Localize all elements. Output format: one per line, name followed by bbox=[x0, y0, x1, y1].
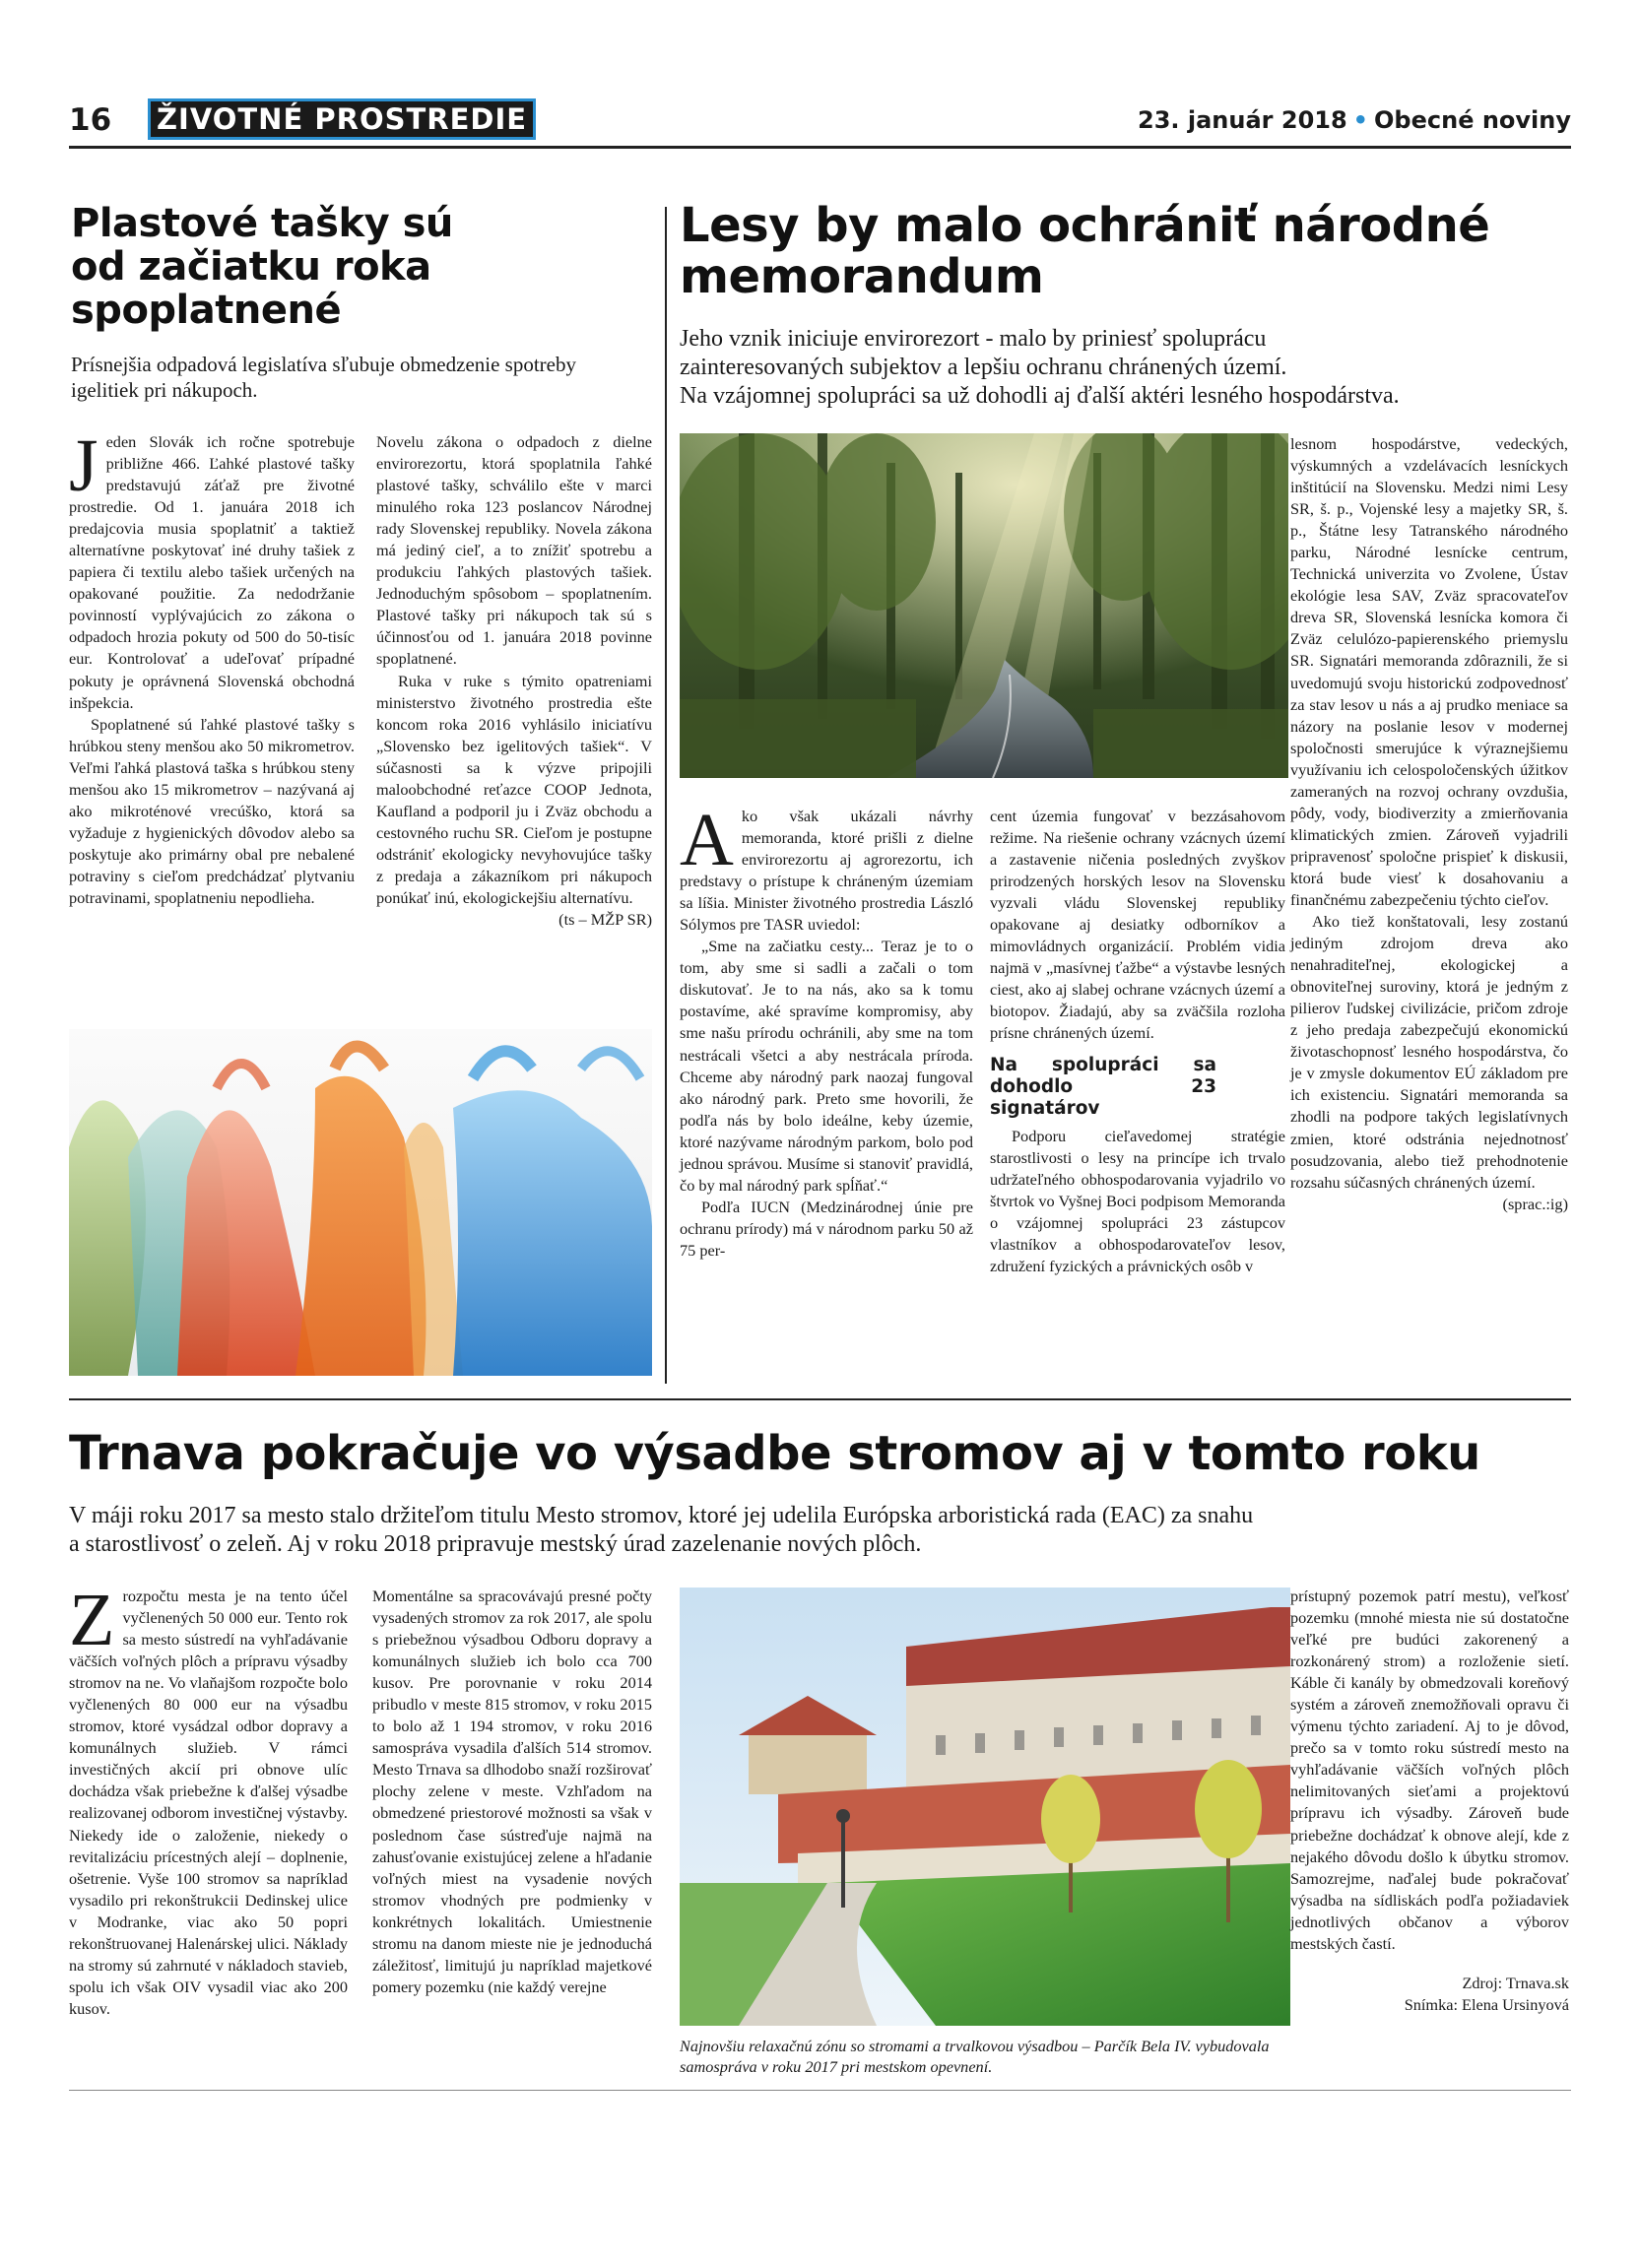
article1-title: Plastové tašky sú od začiatku roka spoplatnené bbox=[71, 201, 453, 333]
article2-deck bbox=[680, 325, 1566, 411]
page-number: 16 bbox=[69, 102, 112, 138]
bullet: • bbox=[1352, 106, 1369, 134]
paragraph: rozpočtu mesta je na tento účel vyčlenených 50 000 eur. Tento rok sa mesto sústredí na vyhľadávanie väčších voľných plôch a prípravu výsadby stromov na ne. Vo vlaňajšom rozpočte bolo vyčlenených 80 000 eur na výsadbu stromov, ktoré vysádzal odbor dopravy a komunálnych služieb. V rámci investičných akcií pri obnove ulíc dochádza však priebežne k ďalšej výsadbe realizovanej odborom investičnej výstavby. Niekedy ide o založenie, niekedy o revitalizáciu prícestných alejí – doplnenie, ošetrenie. Vyše 100 stromov sa napríklad vysadilo pri rekonštrukcii Dedinskej ulice v Modranke, viac ako 50 popri rekonštruovanej Halenárskej ulici. Náklady na stromy sú zahrnuté v nákladoch stavieb, spolu ich však OIV vysadil viac ako 200 kusov. bbox=[69, 1587, 349, 2018]
paragraph: lesnom hospodárstve, vedeckých, výskumných a vzdelávacích lesníckych inštitúcií na Slovensku. Medzi nimi Lesy SR, š. p., Vojenské lesy a majetky SR, š. p., Štátne lesy Tatranského národného parku, Národné lesnícke centrum, Technická univerzita vo Zvolene, Ústav ekológie lesa SAV, Zväz spracovateľov dreva SR, Slovenská lesnícka komora či Zväz celulózo-papierenského priemyslu SR. Signatári memoranda zdôraznili, že si uvedomujú svoju historickú zodpovednosť za stav lesov u nás a aj prudko meniace sa názory na poslanie lesov v modernej spoločnosti smerujúce k výraznejšiemu využívaniu ich celospoločenských úžitkov zameraných na rozvoj ochrany ovzdušia, pôdy, vody, biodiverzity a zmierňovania klimatických zmien. Zároveň vyjadrili pripravenosť spoločne prispieť k diskusii, ktorá bude viesť k dosahovaniu a finančnému zabezpečeniu týchto cieľov. bbox=[1290, 434, 1568, 909]
article3-deck bbox=[69, 1502, 1571, 1559]
section-title: ŽIVOTNÉ PROSTREDIE bbox=[157, 102, 528, 136]
article3-title: Trnava pokračuje vo výsadbe stromov aj v tomto roku bbox=[69, 1426, 1480, 1481]
article1-dropcap: J bbox=[69, 424, 98, 507]
footer-rule bbox=[69, 2090, 1571, 2091]
paragraph: Spoplatnené sú ľahké plastové tašky s hrúbkou steny menšou ako 50 mikrometrov. Veľmi ľahká plastová taška s hrúbkou steny menšou ako 15 mikrometrov – nazývaná aj ako mikroténové vrecúško, ktorá sa vyžaduje z hygienických dôvodov alebo sa poskytuje ako primárny obal pre nebalené potraviny s cieľom predchádzať plytvaniu potravinami, spoplatneniu nepodlieha. bbox=[69, 714, 355, 907]
article2-signature: (sprac.:ig) bbox=[1502, 1194, 1568, 1213]
forest-road-illustration bbox=[680, 433, 1288, 778]
header-rule bbox=[69, 146, 1571, 149]
article2-deck-line1: Jeho vznik iniciuje envirorezort - malo by priniesť spoluprácu bbox=[680, 326, 1267, 352]
article2-dropcap: A bbox=[680, 799, 734, 881]
article3-column-1 bbox=[69, 1579, 349, 2020]
paragraph: eden Slovák ich ročne spotrebuje približne 466. Ľahké plastové tašky predstavujú záťaž pre životné prostredie. Od 1. januára 2018 ich predajcovia musia spoplatniť a taktiež alternatívne poskytovať iné druhy tašiek z papiera či textilu alebo tašiek určených na opakované použitie. Za nedodržanie povinností vyplývajúcich zo zákona o odpadoch hrozia pokuty od 500 do 50-tisíc eur. Kontrolovať a udeľovať prípadné pokuty je oprávnená Slovenská obchodná inšpekcia. bbox=[69, 432, 355, 712]
paragraph: Podporu cieľavedomej stratégie starostlivosti o lesy na princípe ich trvalo udržateľného obhospodarovania vyjadrilo vo štvrtok vo Vyšnej Boci podpisom Memoranda o vzájomnej spolupráci 23 zástupcov vlastníkov a obhospodarovateľov lesov, združení fyzických a právnických osôb v bbox=[990, 1126, 1285, 1275]
paragraph: Ako tiež konštatovali, lesy zostanú jediným zdrojom dreva ako nenahraditeľnej, ekologickej a obnoviteľnej suroviny, ktorá je jedným z pilierov ľudskej civilizácie, pričom zdroje z jeho predaja zabezpečujú ekonomickú životaschopnosť lesného hospodárstva, čo je v zmysle dokumentov EÚ základom pre ich existenciu. Signatári memoranda sa zhodli na podpore takých legislatívnych zmien, ktoré odstránia nejednotnosť posudzovania, alebo tiež prehodnotenie rozsahu súčasných chránených území. bbox=[1290, 912, 1568, 1192]
column-divider bbox=[665, 207, 667, 1384]
article3-dropcap: Z bbox=[69, 1579, 115, 1661]
plastic-bags-illustration bbox=[69, 1029, 652, 1376]
park-image bbox=[680, 1588, 1290, 2026]
issue-date: 23. január 2018 bbox=[1138, 106, 1347, 134]
article1-deck: Prísnejšia odpadová legislatíva sľubuje obmedzenie spotreby igelitiek pri nákupoch. bbox=[71, 353, 576, 402]
article2-title-line1: Lesy by malo ochrániť národné bbox=[680, 198, 1490, 253]
section-rule bbox=[69, 1398, 1571, 1400]
publication-name: Obecné noviny bbox=[1374, 106, 1571, 134]
article2-title bbox=[680, 200, 1566, 302]
article3-deck-line2: a starostlivosť o zeleň. Aj v roku 2018 pripravuje mestský úrad zazelenanie nových plôch. bbox=[69, 1531, 922, 1557]
article2-deck-line3: Na vzájomnej spolupráci sa už dohodli aj ďalší aktéri lesného hospodárstva. bbox=[680, 383, 1400, 409]
article2-column-2 bbox=[990, 806, 1285, 1277]
park-illustration bbox=[680, 1588, 1290, 2026]
article3-source: Zdroj: Trnava.sk bbox=[1462, 1973, 1569, 1992]
paragraph: prístupný pozemok patrí mestu), veľkosť pozemku (mnohé miesta nie sú dostatočne veľké pre budúci zakorenený a rozkonárený strom) a rozloženie sietí. Káble či kanály by obmedzovali koreňový systém a zároveň znemožňovali opravu či výmenu týchto zariadení. Aj to je dôvod, prečo sa v tomto roku sústredí mesto na vyhľadávanie väčších voľných plôch nelimitovaných sieťami a projektovú prípravu ich výsadby. Zároveň bude priebežne dochádzať k obnove alejí, kde z nejakého dôvodu došlo k úbytku stromov. Samozrejme, naďalej bude pokračovať výsadba na sídliskách podľa požiadaviek jednotlivých občanov a výborov mestských častí. bbox=[1290, 1587, 1569, 1953]
paragraph: Ruka v ruke s týmito opatreniami ministerstvo životného prostredia ešte koncom roka 2016 vyhlásilo iniciatívu „Slovensko bez igelitových tašiek“. V súčasnosti sa k výzve pripojili maloobchodné reťazce COOP Jednota, Kaufland a podporil ju i Zväz obchodu a cestovného ruchu SR. Cieľom je postupne odstrániť ekologicky nevyhovujúce tašky z predaja a zákazníkom pri nákupoch ponúkať inú, ekologickejšiu alternatívu. bbox=[376, 671, 652, 907]
article2-title-line2: memorandum bbox=[680, 249, 1044, 304]
forest-road-image bbox=[680, 433, 1288, 778]
article1-signature: (ts – MŽP SR) bbox=[558, 910, 652, 930]
article2-subhead: Na spolupráci sa dohodlo 23 signatárov bbox=[990, 1054, 1216, 1119]
article1-column-2 bbox=[376, 431, 652, 931]
section-banner bbox=[148, 98, 536, 140]
paragraph: cent územia fungovať v bezzásahovom režime. Na riešenie ochrany vzácnych území a zastavenie ničenia posledných zvyškov prirodzených horských lesov na Slovensku vyzvali vládu Slovenskej republiky opakovane aj desiatky odborníkov a mimovládnych organizácií. Problém vidia najmä v „masívnej ťažbe“ a výstavbe lesných ciest, ako aj slabej ochrane vzácnych území a biotopov. Žiadajú, aby sa zväčšila rozloha prísne chránených území. bbox=[990, 807, 1285, 1043]
article3-column-3 bbox=[1290, 1586, 1569, 2016]
paragraph: Podľa IUCN (Medzinárodnej únie pre ochranu prírody) má v národnom parku 50 až 75 per- bbox=[680, 1197, 973, 1260]
paragraph: ko však ukázali návrhy memoranda, ktoré prišli z dielne envirorezortu aj agrorezortu, ich predstavy o prístupe k chráneným územiam sa líšia. Minister životného prostredia László Sólymos pre TASR uviedol: bbox=[680, 807, 973, 935]
article1-column-1 bbox=[69, 424, 355, 909]
plastic-bags-image bbox=[69, 1029, 652, 1376]
article3-photo-credit: Snímka: Elena Ursinyová bbox=[1404, 1994, 1569, 2014]
paragraph: „Sme na začiatku cesty... Teraz je to o tom, aby sme si sadli a začali o tom diskutovať. Je to na nás, ako sa k tomu postavíme, aké spravíme kompromisy, aby sme našu prírodu ochránili, aby sme na tom nestrácali všetci a aby nestrácala príroda. Chceme aby národný park naozaj fungoval ako národný park. Preto sme hovorili, že podľa nás by bolo ideálne, keby územie, ktoré nazývame národným parkom, bolo pod jednou správou. Musíme si stanoviť pravidlá, čo by mal národný park spĺňať.“ bbox=[680, 937, 973, 1195]
header-dateline bbox=[1138, 106, 1571, 134]
paragraph: Novelu zákona o odpadoch z dielne envirorezortu, ktorá spoplatnila ľahké plastové tašky, schválilo ešte v marci minulého roka 123 poslancov Národnej rady Slovenskej republiky. Novela zákona má jediný cieľ, a to znížiť spotrebu a produkciu ľahkých plastových tašiek. Jednoduchým spôsobom – spoplatnením. Plastové tašky pri nákupoch tak sú s účinnosťou od 1. januára 2018 povinne spoplatnené. bbox=[376, 432, 652, 669]
article3-column-2 bbox=[372, 1586, 652, 1998]
article2-deck-line2: zainteresovaných subjektov a lepšiu ochranu chránených území. bbox=[680, 355, 1287, 380]
park-image-caption: Najnovšiu relaxačnú zónu so stromami a trvalkovou výsadbou – Parčík Bela IV. vybudovala samospráva v roku 2017 pri mestskom opevnení. bbox=[680, 2037, 1270, 2076]
article3-deck-line1: V máji roku 2017 sa mesto stalo držiteľom titulu Mesto stromov, ktoré jej udelila Európska arboristická rada (EAC) za snahu bbox=[69, 1503, 1254, 1528]
article2-column-1 bbox=[680, 799, 973, 1262]
article2-column-3 bbox=[1290, 433, 1568, 1215]
paragraph: Momentálne sa spracovávajú presné počty vysadených stromov za rok 2017, ale spolu s priebežnou výsadbou Odboru dopravy a komunálnych služieb ich bolo cca 700 kusov. Pre porovnanie v roku 2014 pribudlo v meste 815 stromov, v roku 2015 to bolo až 1 194 stromov, v roku 2016 samosprávа vysadila ďalších 514 stromov. Mesto Trnava sa dlhodobo snaží rozširovať plochy zelene v meste. Vzhľadom na obmedzené priestorové možnosti sa však v poslednom čase sústreďuje najmä na zahusťovanie existujúcej zelene a hľadanie voľných miest na vysadenie nových stromov vhodných pre podmienky v konkrétnych lokalitách. Umiestnenie stromu na danom mieste nie je jednoduchá záležitosť, limitujú ju napríklad majetkové pomery pozemku (nie každý verejne bbox=[372, 1587, 652, 1996]
